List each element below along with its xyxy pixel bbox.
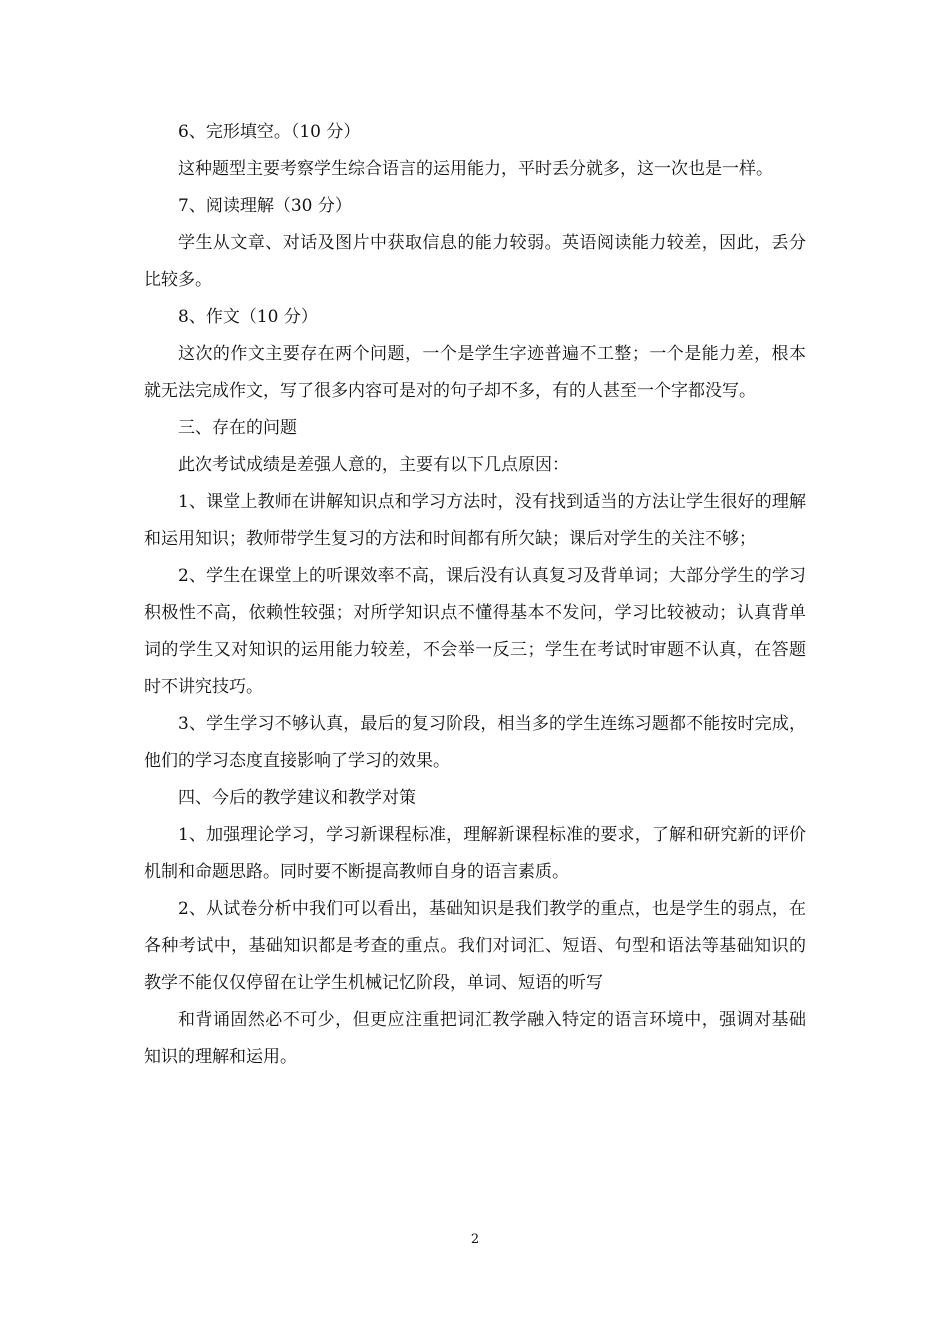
paragraph-suggestion-2-cont: 和背诵固然必不可少，但更应注重把词汇教学融入特定的语言环境中，强调对基础知识的理解和运用。 bbox=[144, 1010, 806, 1067]
section-heading-suggestions: 四、今后的教学建议和教学对策 bbox=[178, 788, 416, 808]
paragraph-suggestion-2: 2、从试卷分析中我们可以看出，基础知识是我们教学的重点，也是学生的弱点，在各种考试中，基础知识都是考查的重点。我们对词汇、短语、句型和语法等基础知识的教学不能仅仅停留在让学生机械记忆阶段，单词、短语的听写 bbox=[144, 899, 806, 993]
paragraph-problems-intro: 此次考试成绩是差强人意的，主要有以下几点原因： bbox=[178, 455, 569, 475]
paragraph-reading: 学生从文章、对话及图片中获取信息的能力较弱。英语阅读能力较差，因此，丢分比较多。 bbox=[144, 233, 806, 290]
paragraph-cloze: 这种题型主要考察学生综合语言的运用能力，平时丢分就多，这一次也是一样。 bbox=[178, 159, 773, 179]
page-number: 2 bbox=[470, 1232, 480, 1247]
heading-cloze: 6、完形填空。（10 分） bbox=[178, 122, 361, 142]
paragraph-problem-3: 3、学生学习不够认真，最后的复习阶段，相当多的学生连练习题都不能按时完成，他们的学习态度直接影响了学习的效果。 bbox=[144, 714, 806, 771]
paragraph-writing: 这次的作文主要存在两个问题，一个是学生字迹普遍不工整；一个是能力差，根本就无法完成作文，写了很多内容可是对的句子却不多，有的人甚至一个字都没写。 bbox=[144, 344, 806, 401]
paragraph-problem-2: 2、学生在课堂上的听课效率不高，课后没有认真复习及背单词；大部分学生的学习积极性不高，依赖性较强；对所学知识点不懂得基本不发问，学习比较被动；认真背单词的学生又对知识的运用能力较差，不会举一反三；学生在考试时审题不认真，在答题时不讲究技巧。 bbox=[144, 566, 806, 697]
heading-reading: 7、阅读理解（30 分） bbox=[178, 196, 352, 216]
document-body bbox=[144, 114, 806, 1076]
heading-writing: 8、作文（10 分） bbox=[178, 307, 318, 327]
paragraph-suggestion-1: 1、加强理论学习，学习新课程标准，理解新课程标准的要求，了解和研究新的评价机制和命题思路。同时要不断提高教师自身的语言素质。 bbox=[144, 825, 806, 882]
section-heading-problems: 三、存在的问题 bbox=[178, 418, 297, 438]
paragraph-problem-1: 1、课堂上教师在讲解知识点和学习方法时，没有找到适当的方法让学生很好的理解和运用知识；教师带学生复习的方法和时间都有所欠缺；课后对学生的关注不够； bbox=[144, 492, 806, 549]
